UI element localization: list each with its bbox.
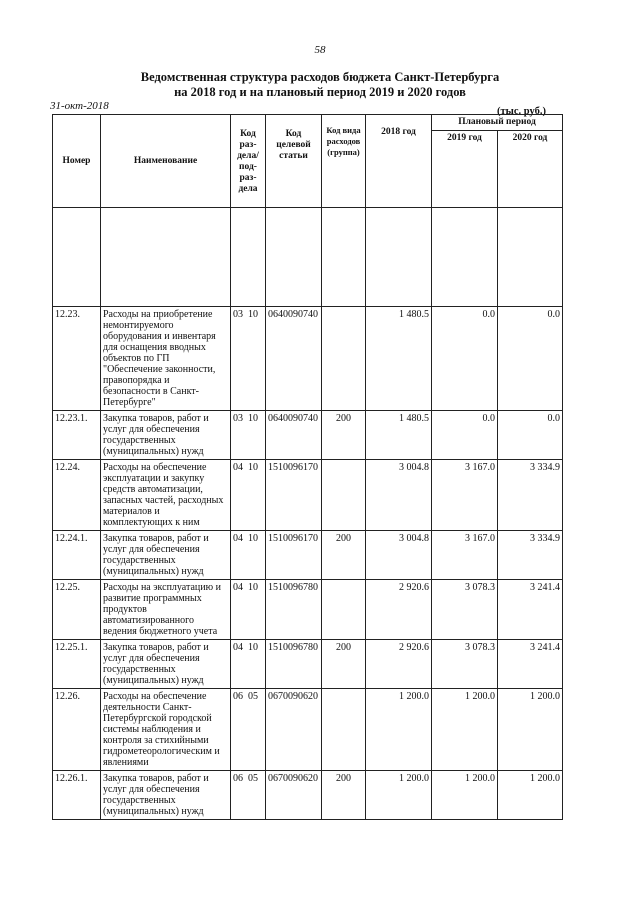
row-target-code-cell: 0670090620	[266, 771, 322, 820]
section-code: 04	[233, 533, 243, 544]
section-code: 06	[233, 773, 243, 784]
header-2019: 2019 год	[432, 131, 498, 208]
row-section-cell	[231, 580, 266, 640]
row-expense-type-cell: 200	[322, 771, 366, 820]
row-2020-cell: 3 334.9	[498, 460, 563, 531]
table-row	[53, 580, 563, 640]
subsection-code: 10	[248, 309, 258, 320]
row-2020-cell: 3 241.4	[498, 640, 563, 689]
table-header	[53, 115, 563, 208]
row-name-cell: Расходы на эксплуатацию и развитие программных продуктов автоматизированного ведения бюджетного учета	[101, 580, 231, 640]
row-expense-type-cell: 200	[322, 640, 366, 689]
row-2020-cell: 1 200.0	[498, 771, 563, 820]
row-expense-type-cell	[322, 580, 366, 640]
subsection-code: 10	[248, 533, 258, 544]
row-2018-cell: 1 480.5	[366, 307, 432, 411]
row-section-cell	[231, 640, 266, 689]
header-section-code: Код раз-дела/ под-раз-дела	[231, 115, 266, 208]
row-2018-cell: 2 920.6	[366, 580, 432, 640]
header-expense-type-code: Код вида расходов (группа)	[322, 115, 366, 208]
section-code: 06	[233, 691, 243, 702]
page-number: 58	[314, 44, 326, 56]
row-target-code-cell: 1510096780	[266, 640, 322, 689]
table-row	[53, 689, 563, 771]
row-name-cell: Закупка товаров, работ и услуг для обеспечения государственных (муниципальных) нужд	[101, 771, 231, 820]
header-2018: 2018 год	[366, 115, 432, 208]
row-expense-type-cell	[322, 460, 366, 531]
section-code: 04	[233, 582, 243, 593]
section-code: 04	[233, 642, 243, 653]
row-number-cell: 12.26.	[53, 689, 101, 771]
row-number-cell: 12.24.1.	[53, 531, 101, 580]
row-expense-type-cell	[322, 307, 366, 411]
row-2019-cell: 0.0	[432, 307, 498, 411]
row-2019-cell: 3 078.3	[432, 580, 498, 640]
subsection-code: 10	[248, 642, 258, 653]
row-section-cell	[231, 307, 266, 411]
row-section-cell	[231, 689, 266, 771]
row-expense-type-cell: 200	[322, 411, 366, 460]
subsection-code: 10	[248, 413, 258, 424]
row-target-code-cell: 0670090620	[266, 689, 322, 771]
row-section-cell	[231, 531, 266, 580]
table-row	[53, 307, 563, 411]
row-2020-cell: 3 241.4	[498, 580, 563, 640]
subsection-code: 10	[248, 462, 258, 473]
row-2020-cell: 0.0	[498, 411, 563, 460]
table-row	[53, 460, 563, 531]
row-target-code-cell: 1510096170	[266, 531, 322, 580]
budget-table	[52, 114, 563, 820]
row-number-cell: 12.25.1.	[53, 640, 101, 689]
row-section-cell	[231, 771, 266, 820]
subsection-code: 05	[248, 691, 258, 702]
row-number-cell: 12.24.	[53, 460, 101, 531]
title-line-2: на 2018 год и на плановый период 2019 и 2020 годов	[174, 85, 466, 99]
document-title	[0, 70, 640, 100]
section-code: 04	[233, 462, 243, 473]
row-2019-cell: 3 167.0	[432, 531, 498, 580]
table-row	[53, 531, 563, 580]
units-label: (тыс. руб.)	[497, 106, 546, 117]
row-2020-cell: 1 200.0	[498, 689, 563, 771]
row-2019-cell: 0.0	[432, 411, 498, 460]
blank-row	[53, 208, 563, 307]
row-2020-cell: 3 334.9	[498, 531, 563, 580]
row-number-cell: 12.23.	[53, 307, 101, 411]
row-2020-cell: 0.0	[498, 307, 563, 411]
row-2018-cell: 1 480.5	[366, 411, 432, 460]
header-number: Номер	[53, 115, 101, 208]
row-name-cell: Закупка товаров, работ и услуг для обеспечения государственных (муниципальных) нужд	[101, 640, 231, 689]
row-2019-cell: 3 167.0	[432, 460, 498, 531]
header-target-code: Код целевой статьи	[266, 115, 322, 208]
row-number-cell: 12.23.1.	[53, 411, 101, 460]
row-2019-cell: 1 200.0	[432, 689, 498, 771]
row-2019-cell: 1 200.0	[432, 771, 498, 820]
row-name-cell: Расходы на приобретение немонтируемого оборудования и инвентаря для оснащения вводных объектов по ГП "Обеспечение законности, правопорядка и безопасности в Санкт-Петербурге"	[101, 307, 231, 411]
row-expense-type-cell	[322, 689, 366, 771]
row-2018-cell: 1 200.0	[366, 689, 432, 771]
section-code: 03	[233, 413, 243, 424]
row-2018-cell: 1 200.0	[366, 771, 432, 820]
row-target-code-cell: 1510096780	[266, 580, 322, 640]
row-target-code-cell: 0640090740	[266, 411, 322, 460]
row-target-code-cell: 0640090740	[266, 307, 322, 411]
row-expense-type-cell: 200	[322, 531, 366, 580]
row-section-cell	[231, 411, 266, 460]
row-target-code-cell: 1510096170	[266, 460, 322, 531]
document-date: 31-окт-2018	[50, 100, 109, 112]
row-2018-cell: 3 004.8	[366, 531, 432, 580]
row-number-cell: 12.25.	[53, 580, 101, 640]
row-2019-cell: 3 078.3	[432, 640, 498, 689]
subsection-code: 05	[248, 773, 258, 784]
subsection-code: 10	[248, 582, 258, 593]
table-row	[53, 411, 563, 460]
section-code: 03	[233, 309, 243, 320]
row-2018-cell: 2 920.6	[366, 640, 432, 689]
table-body	[53, 208, 563, 820]
header-2020: 2020 год	[498, 131, 563, 208]
row-number-cell: 12.26.1.	[53, 771, 101, 820]
row-name-cell: Закупка товаров, работ и услуг для обеспечения государственных (муниципальных) нужд	[101, 531, 231, 580]
row-name-cell: Расходы на обеспечение деятельности Санкт-Петербургской городской системы наблюдения и контроля за стихийными гидрометеорологическим и явлениями	[101, 689, 231, 771]
title-line-1: Ведомственная структура расходов бюджета Санкт-Петербурга	[140, 70, 500, 84]
row-section-cell	[231, 460, 266, 531]
table-row	[53, 771, 563, 820]
header-name: Наименование	[101, 115, 231, 208]
header-planned-period: Плановый период	[432, 115, 563, 131]
table-row	[53, 640, 563, 689]
row-name-cell: Расходы на обеспечение эксплуатации и закупку средств автоматизации, запасных частей, расходных материалов и комплектующих к ним	[101, 460, 231, 531]
row-2018-cell: 3 004.8	[366, 460, 432, 531]
row-name-cell: Закупка товаров, работ и услуг для обеспечения государственных (муниципальных) нужд	[101, 411, 231, 460]
